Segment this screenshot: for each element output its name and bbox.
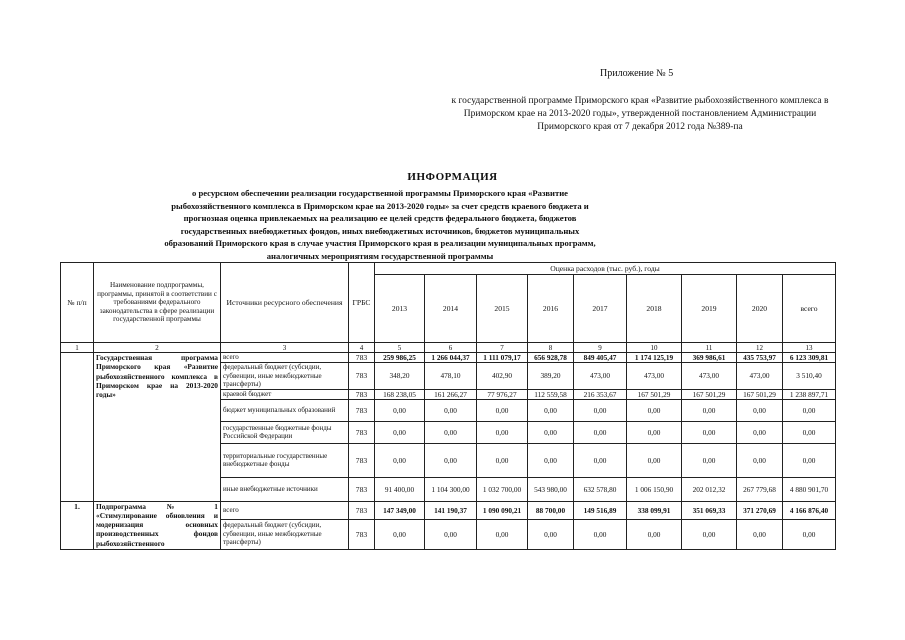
column-number: 11: [682, 343, 737, 353]
funding-source: краевой бюджет: [221, 389, 349, 399]
year-value: 369 986,61: [682, 353, 737, 363]
grbs-code: 783: [349, 443, 375, 477]
column-number: 8: [528, 343, 574, 353]
appendix-subtitle: [420, 95, 860, 134]
year-value: 1 111 079,17: [477, 353, 528, 363]
document-title: ИНФОРМАЦИЯ: [407, 171, 498, 183]
description-line: аналогичных мероприятиям государственной программы: [266, 250, 494, 261]
year-value: 0,00: [375, 421, 425, 443]
year-value: 1 006 150,90: [627, 477, 682, 501]
year-value: 0,00: [528, 519, 574, 549]
header-source: Источники ресурсного обеспечения: [221, 263, 349, 343]
year-value: 0,00: [375, 399, 425, 421]
year-value: 0,00: [574, 443, 627, 477]
program-name: Подпрограмма № 1 «Стимулирование обновления и модернизация основных производственных фондов рыбохозяйственного: [94, 501, 221, 549]
year-value: 348,20: [375, 363, 425, 390]
row-index: [61, 353, 94, 502]
year-value: 0,00: [425, 519, 477, 549]
total-value: 0,00: [783, 421, 836, 443]
total-value: 4 166 876,40: [783, 501, 836, 519]
year-value: 0,00: [425, 421, 477, 443]
year-value: 371 270,69: [737, 501, 783, 519]
header-estimate: Оценка расходов (тыс. руб.), годы: [375, 263, 836, 275]
year-value: 1 174 125,19: [627, 353, 682, 363]
year-value: 543 980,00: [528, 477, 574, 501]
year-value: 656 928,78: [528, 353, 574, 363]
funding-source: иные внебюджетные источники: [221, 477, 349, 501]
description-line: государственных внебюджетных фондов, иных внебюджетных источников, бюджетов муниципальных: [180, 225, 580, 236]
year-value: 351 069,33: [682, 501, 737, 519]
year-value: 0,00: [737, 399, 783, 421]
description-line: о ресурсном обеспечении реализации государственной программы Приморского края «Развитие: [192, 188, 568, 198]
year-value: 0,00: [682, 443, 737, 477]
year-value: 473,00: [682, 363, 737, 390]
year-value: 147 349,00: [375, 501, 425, 519]
total-value: 0,00: [783, 443, 836, 477]
column-number: 4: [349, 343, 375, 353]
row-index: 1.: [61, 501, 94, 549]
year-value: 402,90: [477, 363, 528, 390]
year-value: 77 976,27: [477, 389, 528, 399]
grbs-code: 783: [349, 519, 375, 549]
year-value: 167 501,29: [737, 389, 783, 399]
year-value: 0,00: [375, 519, 425, 549]
year-value: 0,00: [682, 519, 737, 549]
header-year: 2019: [682, 275, 737, 343]
appendix-label: Приложение № 5: [600, 68, 674, 79]
year-value: 0,00: [627, 421, 682, 443]
funding-source: всего: [221, 353, 349, 363]
year-value: 1 090 090,21: [477, 501, 528, 519]
subtitle-line: к государственной программе Приморского края «Развитие рыбохозяйственного комплекса в: [451, 96, 829, 106]
year-value: 473,00: [627, 363, 682, 390]
column-number: 1: [61, 343, 94, 353]
column-number: 7: [477, 343, 528, 353]
year-value: 0,00: [528, 443, 574, 477]
column-number: 9: [574, 343, 627, 353]
total-value: 0,00: [783, 519, 836, 549]
year-value: 0,00: [737, 519, 783, 549]
budget-table: [60, 262, 836, 550]
header-year: 2016: [528, 275, 574, 343]
funding-source: государственные бюджетные фонды Российской Федерации: [221, 421, 349, 443]
header-year: 2017: [574, 275, 627, 343]
column-number: 2: [94, 343, 221, 353]
header-total: всего: [783, 275, 836, 343]
header-num: № п/п: [61, 263, 94, 343]
grbs-code: 783: [349, 389, 375, 399]
total-value: 4 880 901,70: [783, 477, 836, 501]
column-number: 3: [221, 343, 349, 353]
column-number: 10: [627, 343, 682, 353]
funding-source: бюджет муниципальных образований: [221, 399, 349, 421]
table-row: [61, 353, 836, 363]
year-value: 0,00: [627, 443, 682, 477]
year-value: 0,00: [574, 399, 627, 421]
year-value: 0,00: [375, 443, 425, 477]
year-value: 167 501,29: [682, 389, 737, 399]
column-number-row: [61, 343, 836, 353]
total-value: 3 510,40: [783, 363, 836, 390]
header-year: 2015: [477, 275, 528, 343]
year-value: 0,00: [477, 399, 528, 421]
year-value: 338 099,91: [627, 501, 682, 519]
document-description: [120, 187, 640, 263]
grbs-code: 783: [349, 421, 375, 443]
header-year: 2014: [425, 275, 477, 343]
year-value: 112 559,58: [528, 389, 574, 399]
year-value: 0,00: [425, 443, 477, 477]
year-value: 259 986,25: [375, 353, 425, 363]
column-number: 5: [375, 343, 425, 353]
funding-source: всего: [221, 501, 349, 519]
year-value: 167 501,29: [627, 389, 682, 399]
year-value: 0,00: [574, 421, 627, 443]
grbs-code: 783: [349, 363, 375, 390]
grbs-code: 783: [349, 477, 375, 501]
year-value: 88 700,00: [528, 501, 574, 519]
year-value: 91 400,00: [375, 477, 425, 501]
year-value: 1 266 044,37: [425, 353, 477, 363]
year-value: 141 190,37: [425, 501, 477, 519]
year-value: 0,00: [627, 399, 682, 421]
year-value: 435 753,97: [737, 353, 783, 363]
year-value: 0,00: [477, 421, 528, 443]
table-row: [61, 501, 836, 519]
column-number: 6: [425, 343, 477, 353]
header-year: 2020: [737, 275, 783, 343]
year-value: 202 012,32: [682, 477, 737, 501]
year-value: 0,00: [737, 421, 783, 443]
funding-source: федеральный бюджет (субсидии, субвенции, иные межбюджетные трансферты): [221, 519, 349, 549]
year-value: 0,00: [682, 421, 737, 443]
funding-source: территориальные государственные внебюджетные фонды: [221, 443, 349, 477]
table-body: [61, 353, 836, 550]
subtitle-line: Приморского края от 7 декабря 2012 года №389-па: [537, 122, 743, 132]
year-value: 0,00: [425, 399, 477, 421]
column-number: 12: [737, 343, 783, 353]
year-value: 149 516,89: [574, 501, 627, 519]
program-name: Государственная программа Приморского края «Развитие рыбохозяйственного комплекса в Приморском крае на 2013-2020 годы»: [94, 353, 221, 502]
total-value: 1 238 897,71: [783, 389, 836, 399]
subtitle-line: Приморском крае на 2013-2020 годы», утвержденной постановлением Администрации: [463, 109, 817, 119]
year-value: 216 353,67: [574, 389, 627, 399]
year-value: 473,00: [574, 363, 627, 390]
year-value: 1 032 700,00: [477, 477, 528, 501]
year-value: 389,20: [528, 363, 574, 390]
year-value: 849 405,47: [574, 353, 627, 363]
total-value: 6 123 309,81: [783, 353, 836, 363]
header-name: Наименование подпрограммы, программы, принятой в соответствии с требованиями федерального законодательства в сфере реализации государственной программы: [94, 263, 221, 343]
column-number: 13: [783, 343, 836, 353]
year-value: 0,00: [477, 443, 528, 477]
year-value: 0,00: [682, 399, 737, 421]
description-line: образований Приморского края в случае участия Приморского края в реализации муниципальных программ,: [164, 238, 596, 249]
header-year: 2013: [375, 275, 425, 343]
description-line: прогнозная оценка привлекаемых на реализацию ее целей средств федерального бюджета, бюджетов: [183, 213, 577, 224]
header-year: 2018: [627, 275, 682, 343]
year-value: 161 266,27: [425, 389, 477, 399]
year-value: 0,00: [627, 519, 682, 549]
funding-source: федеральный бюджет (субсидии, субвенции, иные межбюджетные трансферты): [221, 363, 349, 390]
grbs-code: 783: [349, 353, 375, 363]
total-value: 0,00: [783, 399, 836, 421]
year-value: 0,00: [528, 421, 574, 443]
description-line: рыбохозяйственного комплекса в Приморском крае на 2013-2020 годы» за счет средств краевого бюджета и: [171, 200, 589, 211]
year-value: 1 104 300,00: [425, 477, 477, 501]
year-value: 0,00: [477, 519, 528, 549]
year-value: 267 779,68: [737, 477, 783, 501]
year-value: 0,00: [528, 399, 574, 421]
year-value: 0,00: [737, 443, 783, 477]
grbs-code: 783: [349, 399, 375, 421]
year-value: 0,00: [574, 519, 627, 549]
year-value: 168 238,05: [375, 389, 425, 399]
year-value: 478,10: [425, 363, 477, 390]
year-value: 632 578,80: [574, 477, 627, 501]
grbs-code: 783: [349, 501, 375, 519]
header-grbs: ГРБС: [349, 263, 375, 343]
year-value: 473,00: [737, 363, 783, 390]
